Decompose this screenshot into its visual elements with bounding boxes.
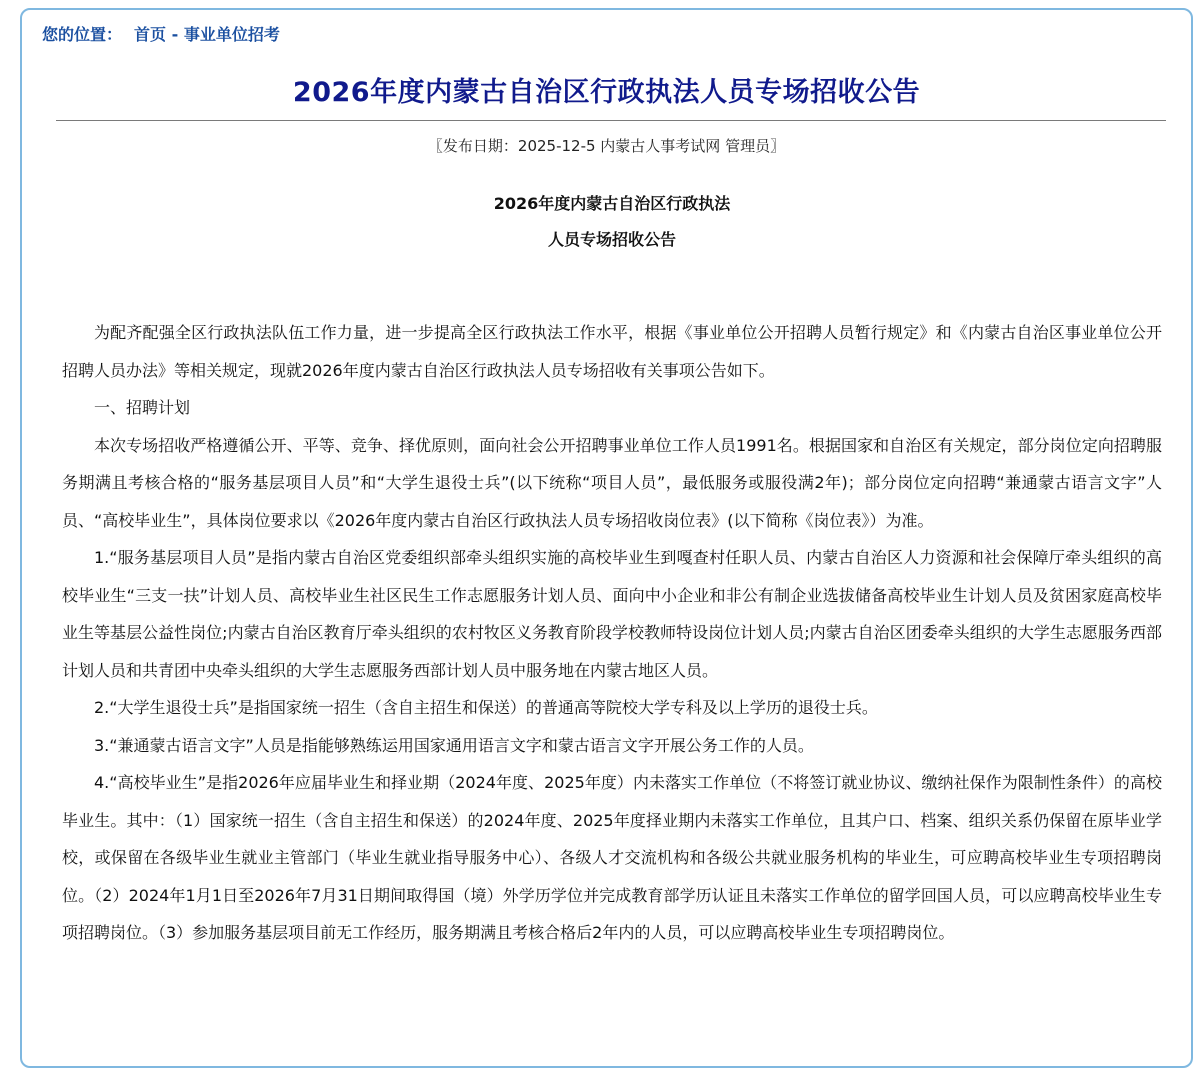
content-frame bbox=[20, 8, 1193, 1068]
breadcrumb-label: 您的位置： bbox=[42, 25, 123, 44]
paragraph-intro: 为配齐配强全区行政执法队伍工作力量，进一步提高全区行政执法工作水平，根据《事业单位公开招聘人员暂行规定》和《内蒙古自治区事业单位公开招聘人员办法》等相关规定，现就2026年度内蒙古自治区行政执法人员专场招收有关事项公告如下。 bbox=[62, 323, 1162, 380]
paragraph-item-4: 4.“高校毕业生”是指2026年应届毕业生和择业期（2024年度、2025年度）内未落实工作单位（不将签订就业协议、缴纳社保作为限制性条件）的高校毕业生。其中：（1）国家统一招生（含自主招生和保送）的2024年度、2025年度择业期内未落实工作单位，且其户口、档案、组织关系仍保留在原毕业学校，或保留在各级毕业生就业主管部门（毕业生就业指导服务中心）、各级人才交流机构和各级公共就业服务机构的毕业生，可应聘高校毕业生专项招聘岗位。（2）2024年1月1日至2026年7月31日期间取得国（境）外学历学位并完成教育部学历认证且未落实工作单位的留学回国人员，可以应聘高校毕业生专项招聘岗位。（3）参加服务基层项目前无工作经历，服务期满且考核合格后2年内的人员，可以应聘高校毕业生专项招聘岗位。 bbox=[62, 773, 1162, 942]
subtitle-spacer bbox=[62, 258, 1162, 314]
article-subtitle-line-2: 人员专场招收公告 bbox=[547, 230, 676, 249]
breadcrumb-current-link[interactable]: 事业单位招考 bbox=[183, 25, 280, 44]
section-heading-recruitment-plan: 一、招聘计划 bbox=[94, 398, 191, 417]
article-subtitle-line-1: 2026年度内蒙古自治区行政执法 bbox=[493, 194, 731, 213]
page-title: 2026年度内蒙古自治区行政执法人员专场招收公告 bbox=[292, 77, 921, 108]
article-body bbox=[62, 186, 1162, 952]
paragraph-item-3: 3.“兼通蒙古语言文字”人员是指能够熟练运用国家通用语言文字和蒙古语言文字开展公务工作的人员。 bbox=[94, 735, 814, 755]
paragraph-item-2: 2.“大学生退役士兵”是指国家统一招生（含自主招生和保送）的普通高等院校大学专科及以上学历的退役士兵。 bbox=[94, 698, 878, 717]
breadcrumb-separator: - bbox=[166, 25, 184, 44]
paragraph-item-1: 1.“服务基层项目人员”是指内蒙古自治区党委组织部牵头组织实施的高校毕业生到嘎查村任职人员、内蒙古自治区人力资源和社会保障厅牵头组织的高校毕业生“三支一扶”计划人员、高校毕业生社区民生工作志愿服务计划人员、面向中小企业和非公有制企业选拔储备高校毕业生计划人员及贫困家庭高校毕业生等基层公益性岗位;内蒙古自治区教育厅牵头组织的农村牧区义务教育阶段学校教师特设岗位计划人员;内蒙古自治区团委牵头组织的大学生志愿服务西部计划人员和共青团中央牵头组织的大学生志愿服务西部计划人员中服务地在内蒙古地区人员。 bbox=[62, 548, 1162, 680]
breadcrumb-home-link[interactable]: 首页 bbox=[134, 25, 167, 44]
breadcrumb bbox=[42, 22, 280, 45]
paragraph-plan-overview: 本次专场招收严格遵循公开、平等、竞争、择优原则，面向社会公开招聘事业单位工作人员1991名。根据国家和自治区有关规定，部分岗位定向招聘服务期满且考核合格的“服务基层项目人员”和“大学生退役士兵”(以下统称“项目人员”，最低服务或服役满2年)；部分岗位定向招聘“兼通蒙古语言文字”人员、“高校毕业生”，具体岗位要求以《2026年度内蒙古自治区行政执法人员专场招收岗位表》(以下简称《岗位表》）为准。 bbox=[62, 435, 1162, 530]
title-divider bbox=[56, 120, 1166, 121]
publish-meta: 〖发布日期：2025-12-5 内蒙古人事考试网 管理员〗 bbox=[427, 137, 786, 155]
